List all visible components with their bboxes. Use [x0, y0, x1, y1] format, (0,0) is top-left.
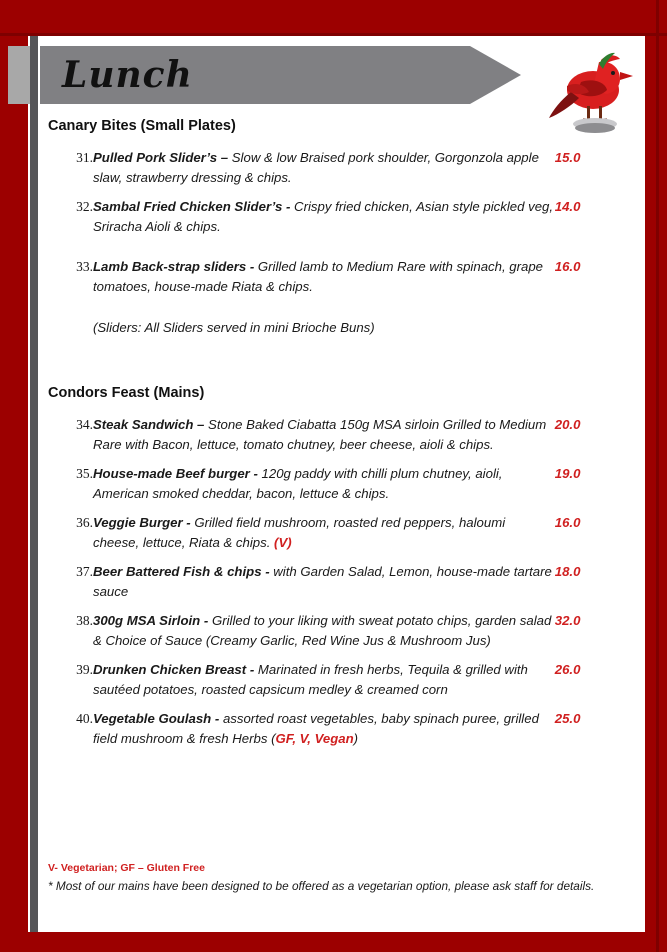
menu-item-row[interactable] — [46, 464, 612, 513]
menu-content — [46, 118, 626, 758]
item-name: House-made Beef burger - — [92, 466, 258, 481]
item-price: 25.0 — [554, 711, 581, 726]
item-description — [93, 197, 555, 246]
border-accent-right — [656, 0, 659, 952]
item-name: 300g MSA Sirloin - — [92, 613, 209, 628]
item-description — [93, 246, 555, 306]
item-price: 16.0 — [554, 515, 581, 530]
item-detail: with Garden Salad, Lemon, house-made tartare sauce — [92, 564, 552, 599]
item-name: Steak Sandwich – — [92, 417, 205, 432]
item-description — [93, 660, 555, 709]
item-price: 16.0 — [554, 259, 581, 274]
page-title: Lunch — [62, 54, 193, 96]
footer-note: * Most of our mains have been designed to be offered as a vegetarian option, please ask staff for details. — [48, 879, 595, 893]
item-number: 36. — [76, 515, 93, 530]
item-name: Veggie Burger - — [92, 515, 191, 530]
menu-item-row[interactable] — [46, 562, 612, 611]
menu-item-row[interactable] — [46, 660, 612, 709]
item-price: 26.0 — [554, 662, 581, 677]
item-detail: Stone Baked Ciabatta 150g MSA sirloin Grilled to Medium Rare with Bacon, lettuce, tomato chutney, beer cheese, aioli & chips. — [92, 417, 547, 452]
page-title-banner — [40, 46, 521, 104]
item-name: Drunken Chicken Breast - — [92, 662, 255, 677]
item-description — [93, 148, 555, 197]
menu-item-row[interactable] — [46, 513, 612, 562]
item-name: Sambal Fried Chicken Slider’s - — [92, 199, 291, 214]
item-number: 34. — [76, 417, 93, 432]
menu-items-table-canary-bites — [46, 148, 612, 347]
item-price: 19.0 — [554, 466, 581, 481]
menu-item-row[interactable] — [46, 148, 612, 197]
item-detail-tail: ) — [353, 731, 359, 746]
item-detail: 120g paddy with chilli plum chutney, aioli, American smoked cheddar, bacon, lettuce & chips. — [92, 466, 503, 501]
item-detail: Slow & low Braised pork shoulder, Gorgonzola apple slaw, strawberry dressing & chips. — [92, 150, 539, 185]
item-description — [93, 611, 555, 660]
item-price: 14.0 — [554, 199, 581, 214]
item-name: Lamb Back-strap sliders - — [92, 259, 255, 274]
menu-page — [28, 36, 645, 932]
item-number: 31. — [76, 150, 93, 165]
item-detail: Grilled to your liking with sweat potato chips, garden salad & Choice of Sauce (Creamy Garlic, Red Wine Jus & Mushroom Jus) — [92, 613, 552, 648]
banner-arrow-tip-icon — [470, 46, 521, 104]
menu-item-row[interactable] — [46, 415, 612, 464]
menu-item-row[interactable] — [46, 611, 612, 660]
left-banner-tab — [8, 46, 30, 104]
item-number: 32. — [76, 199, 93, 214]
item-number: 38. — [76, 613, 93, 628]
item-number: 40. — [76, 711, 93, 726]
footer — [48, 862, 618, 893]
item-detail: Grilled field mushroom, roasted red peppers, haloumi cheese, lettuce, Riata & chips. — [92, 515, 506, 550]
note-price-spacer — [555, 306, 612, 347]
item-number: 35. — [76, 466, 93, 481]
item-name: Pulled Pork Slider’s – — [92, 150, 229, 165]
item-description — [93, 513, 555, 562]
item-description — [93, 562, 555, 611]
left-edge-bar — [30, 36, 38, 932]
note-spacer — [46, 306, 93, 347]
dietary-key: V- Vegetarian; GF – Gluten Free — [48, 862, 205, 874]
menu-item-row[interactable] — [46, 709, 612, 758]
section-title-condors-feast: Condors Feast (Mains) — [48, 385, 205, 401]
menu-items-table-condors-feast — [46, 415, 612, 758]
item-name: Vegetable Goulash - — [92, 711, 220, 726]
item-number: 33. — [76, 259, 93, 274]
dietary-tag: GF, V, Vegan — [275, 731, 354, 746]
item-detail: assorted roast vegetables, baby spinach puree, grilled field mushroom & fresh Herbs ( — [92, 711, 539, 746]
item-price: 18.0 — [554, 564, 581, 579]
section-condors-feast — [46, 385, 626, 758]
item-price: 20.0 — [554, 417, 581, 432]
item-detail: Grilled lamb to Medium Rare with spinach, grape tomatoes, house-made Riata & chips. — [92, 259, 544, 294]
item-description — [93, 415, 555, 464]
menu-item-row[interactable] — [46, 246, 612, 306]
section-canary-bites — [46, 118, 626, 347]
item-price: 15.0 — [554, 150, 581, 165]
section-title-canary-bites: Canary Bites (Small Plates) — [48, 118, 236, 134]
item-description — [93, 464, 555, 513]
item-detail: Crispy fried chicken, Asian style pickled veg, Sriracha Aioli & chips. — [92, 199, 554, 234]
item-description — [93, 709, 555, 758]
dietary-tag: (V) — [274, 535, 292, 550]
item-price: 32.0 — [554, 613, 581, 628]
item-number: 37. — [76, 564, 93, 579]
sliders-note: (Sliders: All Sliders served in mini Brioche Buns) — [92, 320, 375, 335]
item-number: 39. — [76, 662, 93, 677]
item-detail: Marinated in fresh herbs, Tequila & grilled with sautéed potatoes, roasted capsicum medley & creamed corn — [92, 662, 528, 697]
menu-item-row[interactable] — [46, 197, 612, 246]
item-name: Beer Battered Fish & chips - — [92, 564, 270, 579]
section-note-row — [46, 306, 612, 347]
